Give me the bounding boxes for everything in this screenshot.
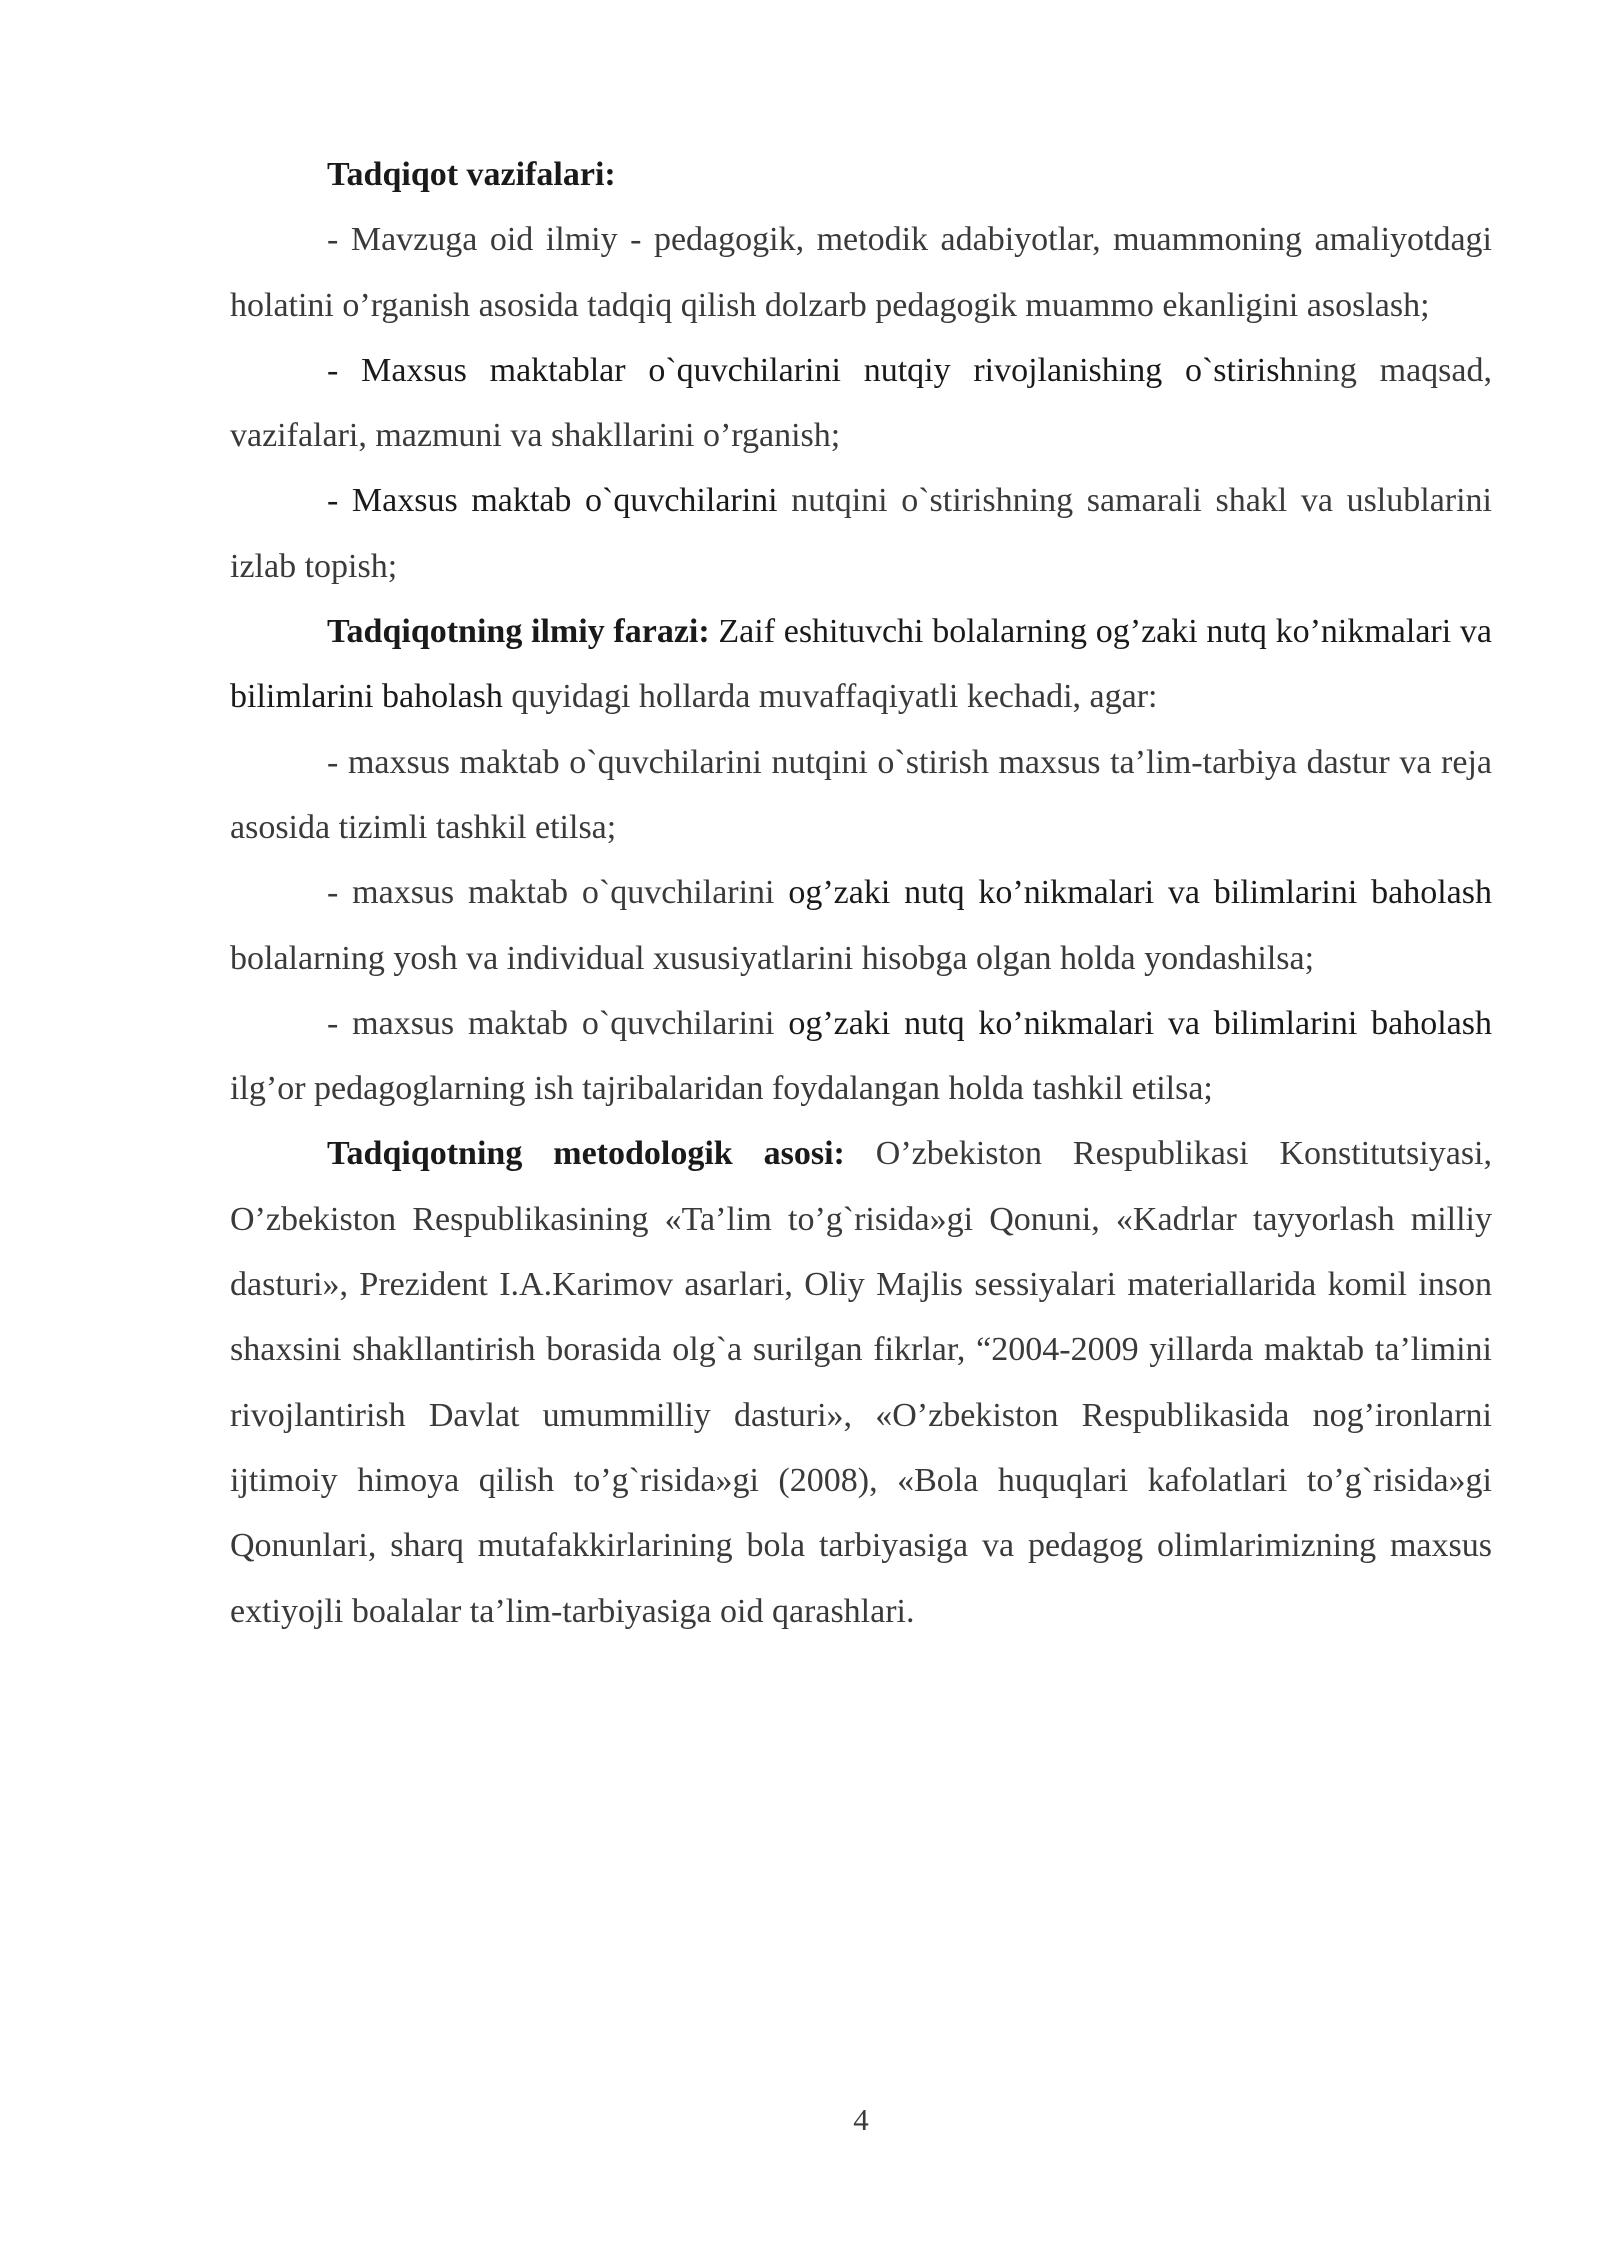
paragraph-methodology — [230, 1121, 1492, 1643]
heading-methodology: Tadqiqotning metodologik asosi: — [327, 1135, 845, 1173]
hypothesis-text: quyidagi hollarda muvaffaqiyatli kechadi, agar: — [502, 678, 1158, 716]
document-body — [230, 142, 1492, 1644]
condition-3-dark-text: og’zaki nutq ko’nikmalari va bilimlarini baholash — [788, 1004, 1492, 1042]
paragraph-condition-2 — [230, 860, 1492, 991]
methodology-text: O’zbekiston Respublikasi Konstitutsiyasi, O’zbekiston Respublikasining «Ta’lim to’g`risida»gi Qonuni, «Kadrlar tayyorlash milliy dasturi», Prezident I.A.Karimov asarlari, Oliy Majlis sessiyalari materiallarida komil inson shaxsini shakllantirish borasida olg`a surilgan fikrlar, “2004-2009 yillarda maktab ta’limini rivojlantirish Davlat umummilliy dasturi», «O’zbekiston Respublikasida nog’ironlarni ijtimoiy himoya qilish to’g`risida»gi (2008), «Bola huquqlari kafolatlari to’g`risida»gi Qonunlari, sharq mutafakkirlarining bola tarbiyasiga va pedagog olimlarimizning maxsus extiyojli boalalar ta’lim-tarbiyasiga oid qarashlari. — [230, 1135, 1493, 1630]
condition-2-dark-text: og’zaki nutq ko’nikmalari va bilimlarini baholash — [788, 874, 1492, 912]
task-2-dark-text: - Maxsus maktablar o`quvchilarini nutqiy rivojlanishing o`stirish — [327, 351, 1297, 389]
heading-hypothesis: Tadqiqotning ilmiy farazi: — [327, 613, 710, 651]
paragraph-condition-1 — [230, 730, 1492, 861]
paragraph-task-3 — [230, 468, 1492, 599]
condition-2-prefix: - maxsus maktab o`quvchilarini — [327, 874, 789, 912]
heading-tasks: Tadqiqot vazifalari: — [327, 156, 616, 193]
condition-3-text: ilg’or pedagoglarning ish tajribalaridan foydalangan holda tashkil etilsa; — [230, 1070, 1213, 1108]
paragraph-tasks-heading — [230, 142, 1492, 207]
paragraph-task-2 — [230, 338, 1492, 469]
task-1-text: - Mavzuga oid ilmiy - pedagogik, metodik adabiyotlar, muammoning amaliyotdagi holatini o’rganish asosida tadqiq qilish dolzarb pedagogik muammo ekanligini asoslash; — [230, 221, 1492, 324]
condition-2-text: bolalarning yosh va individual xususiyatlarini hisobga olgan holda yondashilsa; — [230, 939, 1315, 977]
condition-1-text: - maxsus maktab o`quvchilarini nutqini o`stirish maxsus ta’lim-tarbiya dastur va reja asosida tizimli tashkil etilsa; — [230, 743, 1492, 846]
task-3-dark-text: - Maxsus maktab o`quvchilarini — [327, 482, 778, 520]
task-2-text: ning maqsad, vazifalari, mazmuni va shakllarini o’rganish; — [230, 351, 1492, 455]
paragraph-condition-3 — [230, 991, 1492, 1122]
condition-3-prefix: - maxsus maktab o`quvchilarini — [327, 1004, 789, 1042]
paragraph-hypothesis — [230, 599, 1492, 730]
paragraph-task-1 — [230, 207, 1492, 338]
page-number: 4 — [853, 2102, 869, 2137]
task-3-text: nutqini o`stirishning samarali shakl va uslublarini izlab topish; — [230, 482, 1493, 585]
hypothesis-dark-text: Zaif eshituvchi bolalarning og’zaki nutq ko’nikmalari va bilimlarini baholash — [230, 613, 1492, 716]
